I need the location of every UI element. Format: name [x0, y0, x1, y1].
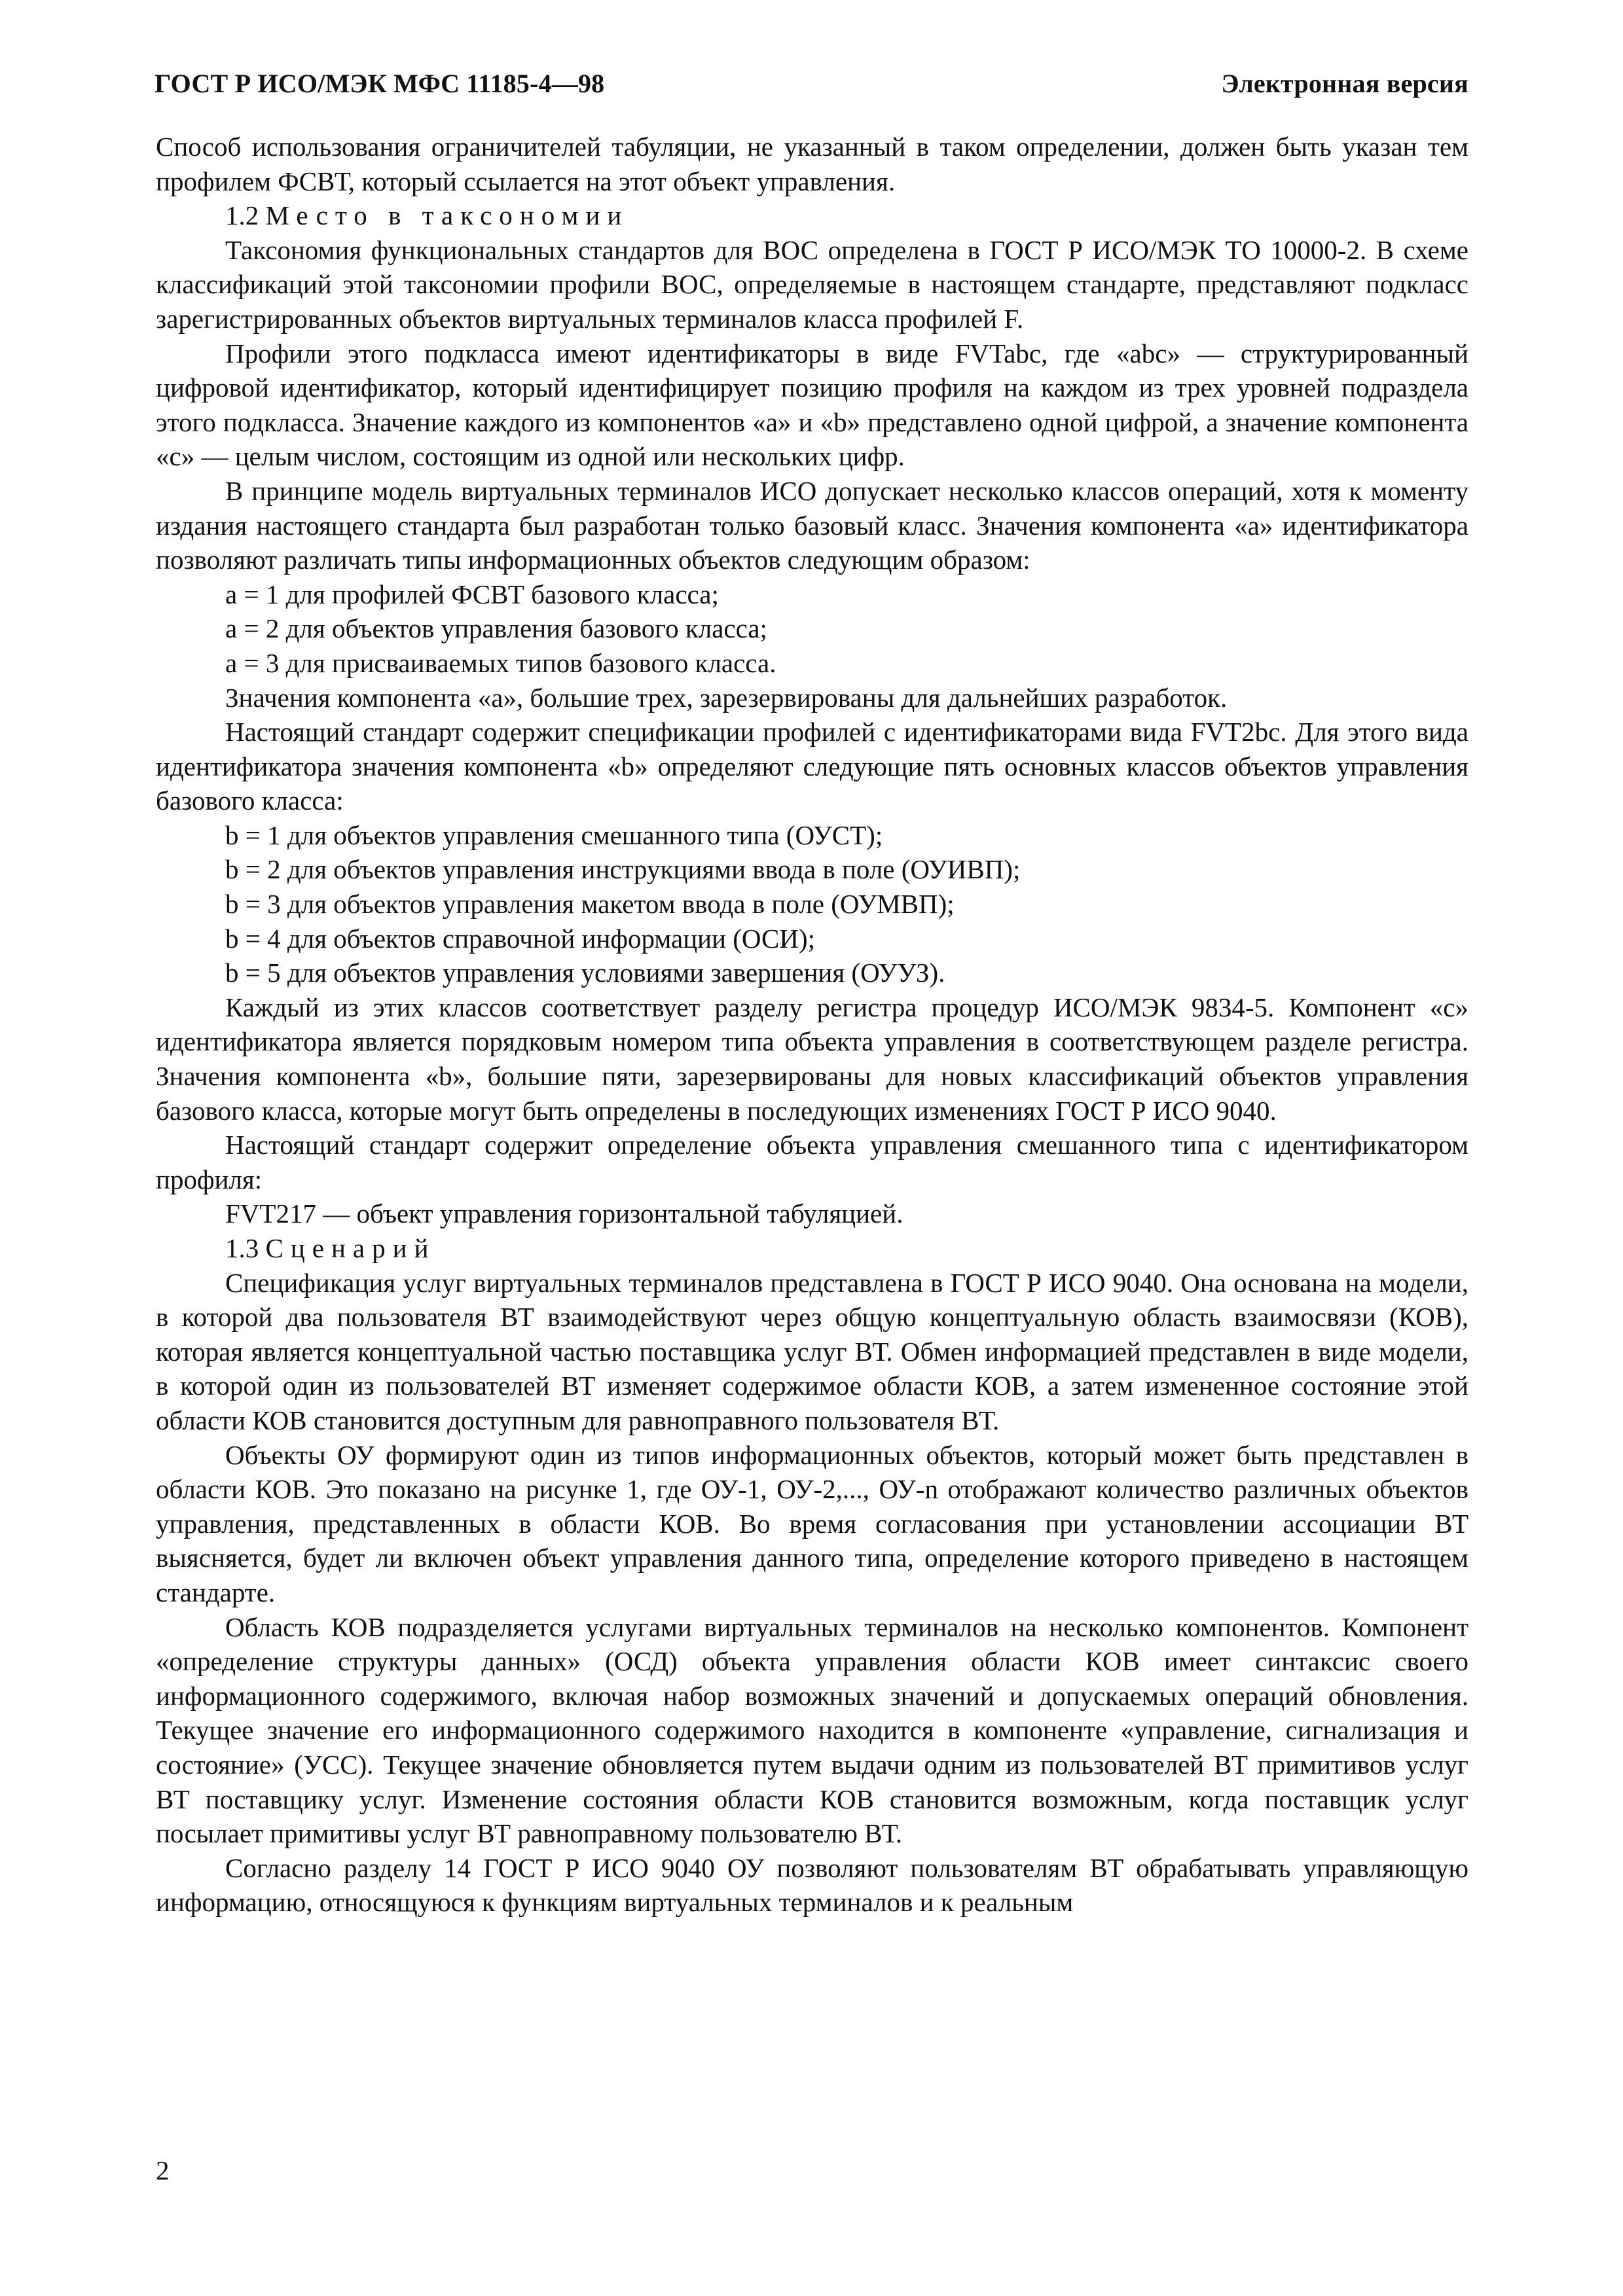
page-number: 2: [156, 2155, 170, 2185]
list-item: b = 4 для объектов справочной информации (ОСИ);: [225, 923, 816, 954]
paragraph: Каждый из этих классов соответствует разделу регистра процедур ИСО/МЭК 9834-5. Компонент «c» идентификатора является порядковым номером типа объекта управления в соответствующем разделе регистра. Значения компонента «b», большие пяти, зарезервированы для новых классификаций объектов управления базового класса, которые могут быть определены в последующих изменениях ГОСТ Р ИСО 9040.: [156, 992, 1468, 1126]
section-title: Место в таксономии: [265, 200, 629, 231]
paragraph: Профили этого подкласса имеют идентификаторы в виде FVTabc, где «abc» — структурированный цифровой идентификатор, который идентифицирует позицию профиля на каждом из трех уровней подраздела этого подкласса. Значение каждого из компонентов «a» и «b» представлено одной цифрой, а значение компонента «c» — целым числом, состоящим из одной или нескольких цифр.: [156, 338, 1468, 472]
list-item: b = 1 для объектов управления смешанного типа (ОУСТ);: [225, 819, 883, 850]
list-item: a = 1 для профилей ФСВТ базового класса;: [225, 579, 719, 609]
section-number: 1.3: [225, 1233, 259, 1263]
page-header: [155, 68, 1468, 99]
list-item: a = 3 для присваиваемых типов базового класса.: [225, 647, 776, 678]
paragraph: Объекты ОУ формируют один из типов информационных объектов, который может быть представлен в области КОВ. Это показано на рисунке 1, где ОУ-1, ОУ-2,..., ОУ-n отображают количество различных объектов управления, представленных в области КОВ. Во время согласования при установлении ассоциации ВТ выясняется, будет ли включен объект управления данного типа, определение которого приведено в настоящем стандарте.: [156, 1439, 1468, 1607]
paragraph: Настоящий стандарт содержит спецификации профилей с идентификаторами вида FVT2bc. Для этого вида идентификатора значения компонента «b» определяют следующие пять основных классов объектов управления базового класса:: [156, 717, 1468, 816]
list-item: b = 5 для объектов управления условиями завершения (ОУУЗ).: [225, 958, 945, 988]
document-body: [156, 130, 1468, 1920]
paragraph: Согласно разделу 14 ГОСТ Р ИСО 9040 ОУ позволяют пользователям ВТ обрабатывать управляющую информацию, относящуюся к функциям виртуальных терминалов и к реальным: [156, 1852, 1468, 1918]
document-code: ГОСТ Р ИСО/МЭК МФС 11185-4—98: [155, 69, 605, 98]
section-title: Сценарий: [265, 1233, 436, 1263]
section-number: 1.2: [225, 200, 259, 231]
paragraph: Способ использования ограничителей табуляции, не указанный в таком определении, должен быть указан тем профилем ФСВТ, который ссылается на этот объект управления.: [156, 132, 1468, 196]
list-item: b = 3 для объектов управления макетом ввода в поле (ОУМВП);: [225, 889, 955, 920]
paragraph: Настоящий стандарт содержит определение объекта управления смешанного типа с идентификатором профиля:: [156, 1130, 1468, 1194]
section-heading-1-3: [156, 1231, 1468, 1266]
paragraph: Значения компонента «a», большие трех, зарезервированы для дальнейших разработок.: [225, 682, 1228, 713]
paragraph: В принципе модель виртуальных терминалов ИСО допускает несколько классов операций, хотя к моменту издания настоящего стандарта был разработан только базовый класс. Значения компонента «a» идентификатора позволяют различать типы информационных объектов следующим образом:: [156, 475, 1468, 575]
list-item: a = 2 для объектов управления базового класса;: [225, 613, 767, 644]
section-heading-1-2: [156, 198, 1468, 233]
paragraph: Область КОВ подразделяется услугами виртуальных терминалов на несколько компонентов. Компонент «определение структуры данных» (ОСД) объекта управления области КОВ имеет синтаксис своего информационного содержимого, включая набор возможных значений и допускаемых операций обновления. Текущее значение его информационного содержимого находится в компоненте «управление, сигнализация и состояние» (УСС). Текущее значение обновляется путем выдачи одним из пользователей ВТ примитивов услуг ВТ поставщику услуг. Изменение состояния области КОВ становится возможным, когда поставщик услуг посылает примитивы услуг ВТ равноправному пользователю ВТ.: [156, 1611, 1468, 1849]
paragraph: Спецификация услуг виртуальных терминалов представлена в ГОСТ Р ИСО 9040. Она основана на модели, в которой два пользователя ВТ взаимодействуют через общую концептуальную область взаимосвязи (КОВ), которая является концептуальной частью поставщика услуг ВТ. Обмен информацией представлен в виде модели, в которой один из пользователей ВТ изменяет содержимое области КОВ, а затем измененное состояние этой области КОВ становится доступным для равноправного пользователя ВТ.: [156, 1267, 1468, 1435]
paragraph: Таксономия функциональных стандартов для ВОС определена в ГОСТ Р ИСО/МЭК ТО 10000-2. В схеме классификаций этой таксономии профили ВОС, определяемые в настоящем стандарте, представляют подкласс зарегистрированных объектов виртуальных терминалов класса профилей F.: [156, 234, 1468, 334]
version-label: Электронная версия: [1221, 69, 1468, 98]
list-item: FVT217 — объект управления горизонтальной табуляцией.: [225, 1198, 903, 1229]
list-item: b = 2 для объектов управления инструкциями ввода в поле (ОУИВП);: [225, 854, 1021, 885]
